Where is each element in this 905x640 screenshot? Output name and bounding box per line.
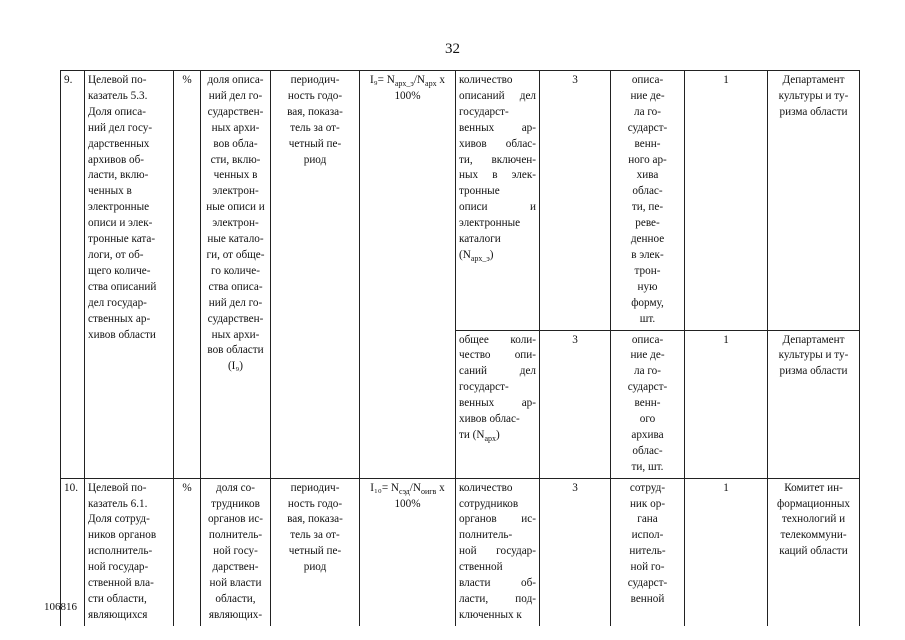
text-line: ченных в (88, 185, 132, 198)
text-line: каций области (779, 545, 848, 558)
text-line: венных ар- (459, 121, 536, 134)
text-line: доля со- (216, 481, 255, 494)
text-line: ключенных к (459, 608, 522, 621)
text-line: каталоги (459, 233, 501, 246)
text-line: ных в элек- (459, 169, 536, 182)
object-lines (614, 481, 681, 608)
text-line: ти, включен- (459, 153, 536, 166)
text-line: хива (636, 169, 659, 182)
observation-object (611, 478, 685, 626)
text-line: периодич- (290, 481, 340, 494)
text-line: власти об- (459, 577, 536, 590)
text-line: доля описа- (207, 74, 264, 86)
name-lines (88, 73, 170, 343)
text-line: электронные (459, 217, 521, 230)
text-line: дарствен- (212, 561, 259, 574)
org-lines (771, 73, 856, 121)
base-lines (459, 73, 536, 248)
base-indicator (456, 478, 540, 626)
text-line: ственной вла- (88, 577, 154, 590)
observation-object (611, 71, 685, 331)
collection-method: 3 (540, 478, 611, 626)
text-line: архива (631, 428, 664, 441)
indicator-definition (201, 71, 271, 479)
text-line: вая, показа- (287, 105, 343, 118)
responsible-body (768, 330, 860, 478)
text-line: вов обла- (213, 137, 258, 150)
text-line: вов области (207, 344, 264, 357)
text-line: ных архи- (211, 328, 260, 341)
base-symbol: $(N_{арх\_э})$ (459, 248, 494, 264)
text-line: сударст- (627, 577, 668, 590)
text-line: культуры и ту- (778, 89, 849, 102)
text-line: ние де- (630, 89, 665, 102)
table-row (61, 71, 860, 331)
text-line: венной (630, 593, 665, 605)
text-line: ные описи и (206, 201, 265, 214)
text-line: облас- (632, 185, 663, 198)
indicator-definition (201, 478, 271, 626)
text-line: тель за от- (290, 529, 340, 542)
name-lines (88, 481, 170, 624)
text-line: количество (459, 74, 513, 86)
text-line: ризма области (779, 105, 848, 118)
text-line: венн- (634, 137, 661, 150)
period-lines (274, 481, 356, 576)
text-line: являющихся (88, 608, 148, 621)
text-line: сударст- (627, 121, 668, 134)
text-line: сударствен- (207, 105, 264, 118)
text-line: Департамент (782, 74, 845, 86)
text-line: ласти, вклю- (88, 169, 149, 182)
document-code: 106816 (44, 601, 77, 613)
coverage: 1 (685, 478, 768, 626)
text-line: ник ор- (629, 497, 666, 510)
text-line: тронные (459, 185, 500, 198)
org-lines (771, 333, 856, 381)
indicator-name (85, 71, 174, 479)
coverage: 1 (685, 330, 768, 478)
text-line: тель за от- (290, 121, 340, 134)
table-row (61, 478, 860, 626)
text-line: Доля описа- (88, 105, 146, 118)
text-line: ной государ- (459, 545, 536, 558)
object-lines (614, 73, 681, 328)
text-line: государст- (459, 381, 509, 394)
org-lines (771, 481, 856, 561)
row-number: 9. (61, 71, 85, 479)
formula: $I_{10}= N_{сэд}/N_{оигв}$ x 100% (360, 478, 456, 626)
observation-object (611, 330, 685, 478)
text-line: сударст- (627, 381, 668, 394)
text-line: дарственных (88, 137, 150, 150)
text-line: ной власти (209, 577, 262, 590)
text-line: периодич- (290, 74, 340, 86)
base-lines (459, 333, 536, 428)
text-line: области, (215, 593, 256, 605)
text-line: описи и элек- (88, 217, 153, 230)
text-line: являющих- (208, 608, 263, 621)
text-line: казатель 5.3. (88, 89, 148, 102)
text-line: Доля сотруд- (88, 513, 150, 526)
formula: $I_9= N_{арх\_э}/N_{арх}$ x 100% (360, 71, 456, 479)
text-line: описаний дел (459, 89, 536, 102)
text-line: ного ар- (628, 153, 667, 166)
text-line: в элек- (631, 248, 664, 261)
base-indicator (456, 71, 540, 331)
responsible-body (768, 478, 860, 626)
text-line: ний дел го- (208, 89, 263, 102)
text-line: исполнитель- (88, 545, 153, 558)
page-number: 32 (445, 41, 460, 57)
text-line: органов ис- (459, 513, 536, 526)
text-line: ной госу- (213, 545, 258, 558)
text-line: вая, показа- (287, 513, 343, 526)
text-line: логи, от об- (88, 248, 144, 261)
text-line: ла го- (634, 365, 661, 378)
responsible-body (768, 71, 860, 331)
text-line: Комитет ин- (784, 481, 843, 494)
text-line: ную (637, 280, 658, 293)
indicators-table (60, 70, 860, 626)
text-line: общее коли- (459, 333, 536, 346)
text-line: электронные (88, 201, 150, 214)
text-line: облас- (632, 444, 663, 457)
text-line: трудников (211, 497, 260, 510)
text-line: государст- (459, 105, 509, 118)
text-line: го количе- (211, 264, 260, 277)
text-line: органов ис- (207, 513, 264, 526)
text-line: ников органов (88, 529, 157, 542)
text-line: Целевой по- (88, 74, 147, 86)
text-line: денное (630, 233, 665, 246)
text-line: описа- (631, 333, 664, 346)
text-line: ризма области (779, 365, 848, 378)
text-line: Целевой по- (88, 481, 147, 494)
text-line: реве- (635, 217, 660, 230)
text-line: телекоммуни- (780, 529, 847, 542)
text-line: ла го- (634, 105, 661, 118)
text-line: шт. (639, 312, 656, 325)
text-line: электрон- (212, 185, 259, 198)
periodicity (271, 71, 360, 479)
definition-symbol: (I₉) (227, 360, 244, 373)
text-line: ность годо- (287, 89, 343, 102)
text-line: сотрудников (459, 497, 519, 510)
object-lines (614, 333, 681, 476)
text-line: количество (459, 481, 513, 494)
text-line: нитель- (629, 545, 666, 558)
text-line: риод (303, 561, 327, 574)
text-line: ого (639, 413, 656, 426)
base-lines (459, 481, 536, 624)
text-line: щего количе- (88, 264, 151, 277)
unit: % (174, 478, 201, 626)
text-line: полнитель- (208, 529, 263, 542)
text-line: хивов области (88, 328, 156, 341)
text-line: ний дел госу- (88, 121, 153, 134)
text-line: венных ар- (459, 397, 536, 410)
text-line: саний дел (459, 365, 536, 378)
text-line: полнитель- (459, 529, 513, 542)
text-line: ти, шт. (631, 460, 664, 473)
text-line: сотруд- (629, 481, 666, 494)
text-line: трон- (634, 264, 661, 277)
unit: % (174, 71, 201, 479)
text-line: ных архи- (211, 121, 260, 134)
row-number: 10. (61, 478, 85, 626)
periodicity (271, 478, 360, 626)
text-line: ность годо- (287, 497, 343, 510)
text-line: ства описаний (88, 280, 157, 293)
text-line: ние де- (630, 349, 665, 362)
text-line: ные катало- (207, 233, 264, 246)
text-line: электрон- (212, 217, 259, 230)
text-line: форму, (631, 296, 664, 309)
text-line: ственных ар- (88, 312, 151, 325)
text-line: культуры и ту- (778, 349, 849, 362)
definition-lines (204, 73, 267, 359)
text-line: ства описа- (208, 280, 263, 293)
text-line: описа- (631, 74, 664, 86)
text-line: технологий и (781, 513, 846, 526)
text-line: чество опи- (459, 349, 536, 362)
text-line: архивов об- (88, 153, 145, 166)
text-line: венн- (634, 397, 661, 410)
text-line: тронные ката- (88, 233, 156, 246)
text-line: сти области, (88, 593, 147, 605)
base-indicator (456, 330, 540, 478)
text-line: ной го- (630, 561, 665, 574)
text-line: казатель 6.1. (88, 497, 148, 510)
text-line: хивов облас- (459, 413, 520, 426)
text-line: ний дел го- (208, 296, 263, 309)
text-line: ной государ- (88, 561, 149, 574)
indicator-name (85, 478, 174, 626)
collection-method: 3 (540, 71, 611, 331)
collection-method: 3 (540, 330, 611, 478)
text-line: гана (637, 513, 658, 526)
text-line: ти, пе- (631, 201, 664, 214)
text-line: сти, вклю- (210, 153, 261, 166)
period-lines (274, 73, 356, 168)
definition-lines (204, 481, 267, 624)
base-symbol: ти $(N_{арх})$ (459, 428, 500, 444)
text-line: хивов облас- (459, 137, 536, 150)
text-line: сударствен- (207, 312, 264, 325)
text-line: ченных в (213, 169, 258, 182)
text-line: четный пе- (288, 545, 342, 558)
text-line: риод (303, 153, 327, 166)
text-line: четный пе- (288, 137, 342, 150)
coverage: 1 (685, 71, 768, 331)
text-line: дел государ- (88, 296, 147, 309)
text-line: описи и (459, 201, 536, 214)
text-line: формационных (777, 497, 850, 510)
text-line: ственной (459, 561, 503, 574)
text-line: Департамент (782, 333, 845, 346)
text-line: ги, от обще- (206, 248, 265, 261)
text-line: ласти, под- (459, 593, 536, 605)
text-line: испол- (631, 529, 664, 542)
